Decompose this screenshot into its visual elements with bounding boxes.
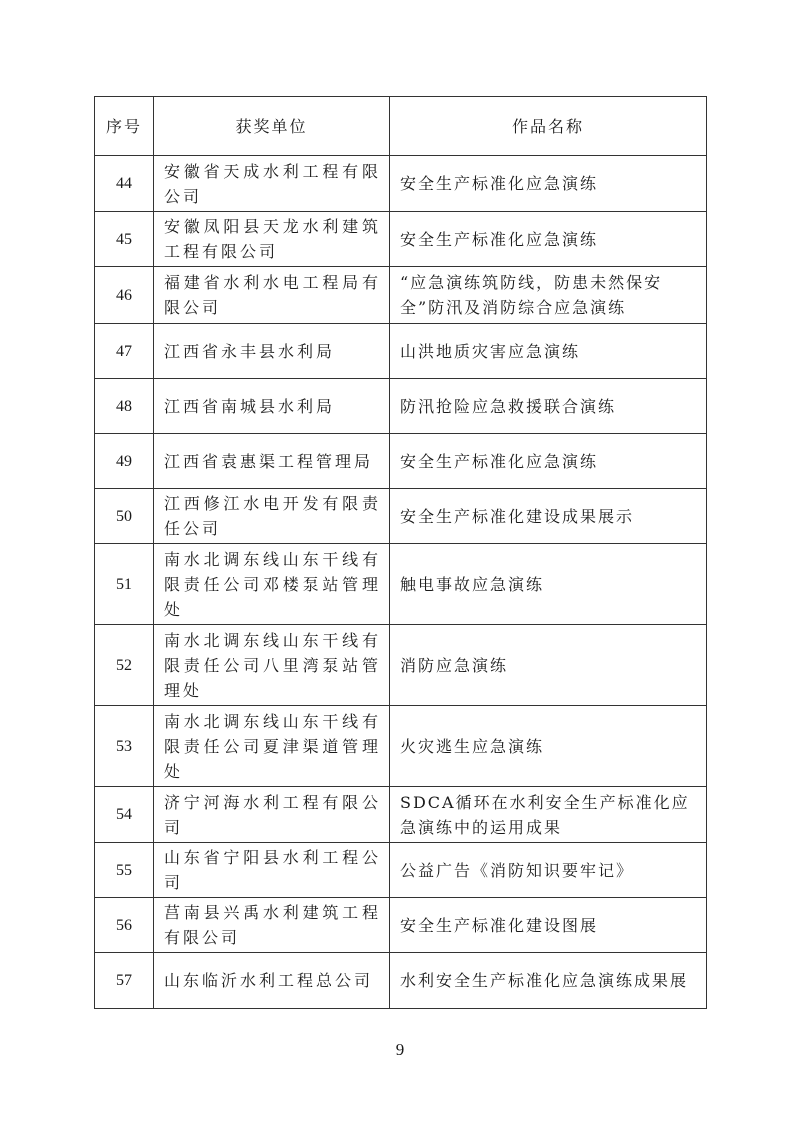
row-work: 安全生产标准化建设图展 (390, 898, 707, 953)
row-unit: 江西省南城县水利局 (154, 379, 390, 434)
row-unit: 莒南县兴禹水利建筑工程有限公司 (154, 898, 390, 953)
award-table (94, 96, 707, 1009)
row-unit: 南水北调东线山东干线有限责任公司邓楼泵站管理处 (154, 544, 390, 625)
header-work: 作品名称 (390, 97, 707, 156)
row-number: 44 (95, 156, 154, 212)
row-unit: 江西省永丰县水利局 (154, 324, 390, 379)
row-work: 消防应急演练 (390, 625, 707, 706)
row-number: 53 (95, 706, 154, 787)
table-row (95, 625, 707, 706)
row-number: 57 (95, 953, 154, 1009)
row-number: 47 (95, 324, 154, 379)
row-work: 安全生产标准化建设成果展示 (390, 489, 707, 544)
table-row (95, 267, 707, 324)
row-number: 46 (95, 267, 154, 324)
table-row (95, 953, 707, 1009)
row-number: 45 (95, 212, 154, 267)
table-row (95, 489, 707, 544)
row-work: SDCA循环在水利安全生产标准化应急演练中的运用成果 (390, 787, 707, 843)
row-work: 公益广告《消防知识要牢记》 (390, 843, 707, 898)
row-unit: 福建省水利水电工程局有限公司 (154, 267, 390, 324)
table-row (95, 787, 707, 843)
row-work: 火灾逃生应急演练 (390, 706, 707, 787)
row-work: “应急演练筑防线，防患未然保安全”防汛及消防综合应急演练 (390, 267, 707, 324)
row-unit: 安徽凤阳县天龙水利建筑工程有限公司 (154, 212, 390, 267)
table-row (95, 379, 707, 434)
table-row (95, 324, 707, 379)
row-work: 山洪地质灾害应急演练 (390, 324, 707, 379)
row-unit: 山东省宁阳县水利工程公司 (154, 843, 390, 898)
row-unit: 济宁河海水利工程有限公司 (154, 787, 390, 843)
row-work: 触电事故应急演练 (390, 544, 707, 625)
row-number: 55 (95, 843, 154, 898)
table-header-row (95, 97, 707, 156)
row-work: 防汛抢险应急救援联合演练 (390, 379, 707, 434)
page-number: 9 (395, 1040, 405, 1059)
row-unit: 安徽省天成水利工程有限公司 (154, 156, 390, 212)
row-unit: 江西修江水电开发有限责任公司 (154, 489, 390, 544)
row-work: 安全生产标准化应急演练 (390, 212, 707, 267)
table-row (95, 544, 707, 625)
table-row (95, 434, 707, 489)
row-number: 52 (95, 625, 154, 706)
row-number: 50 (95, 489, 154, 544)
table-row (95, 156, 707, 212)
row-unit: 山东临沂水利工程总公司 (154, 953, 390, 1009)
row-work: 安全生产标准化应急演练 (390, 434, 707, 489)
row-number: 51 (95, 544, 154, 625)
row-work: 安全生产标准化应急演练 (390, 156, 707, 212)
table-row (95, 706, 707, 787)
row-number: 56 (95, 898, 154, 953)
row-work: 水利安全生产标准化应急演练成果展 (390, 953, 707, 1009)
row-number: 49 (95, 434, 154, 489)
row-unit: 南水北调东线山东干线有限责任公司八里湾泵站管理处 (154, 625, 390, 706)
row-unit: 江西省袁惠渠工程管理局 (154, 434, 390, 489)
header-index: 序号 (95, 97, 154, 156)
row-number: 48 (95, 379, 154, 434)
table-row (95, 898, 707, 953)
table-row (95, 843, 707, 898)
header-unit: 获奖单位 (154, 97, 390, 156)
row-unit: 南水北调东线山东干线有限责任公司夏津渠道管理处 (154, 706, 390, 787)
table-row (95, 212, 707, 267)
row-number: 54 (95, 787, 154, 843)
